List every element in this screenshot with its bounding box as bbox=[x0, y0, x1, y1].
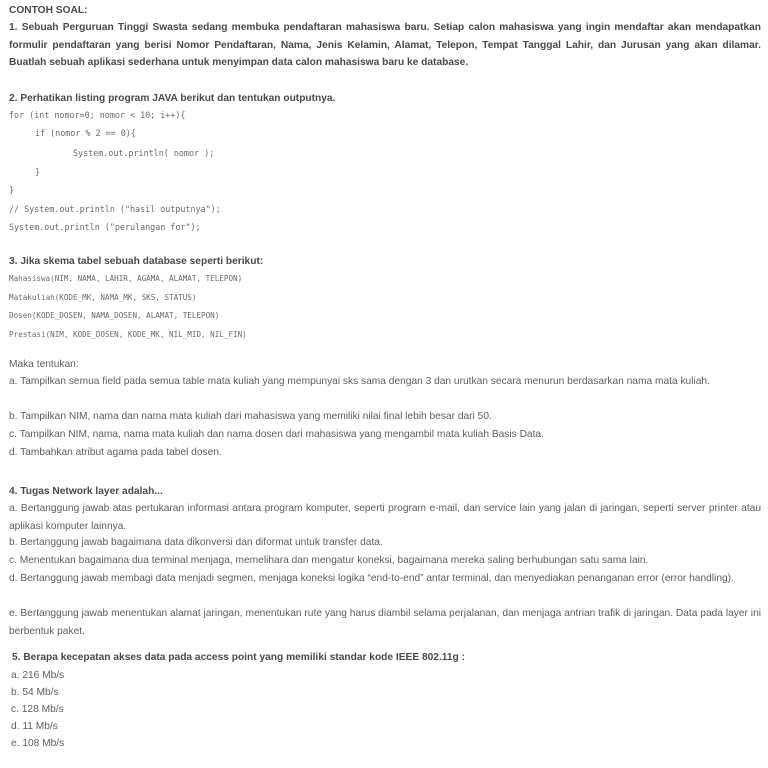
question-4-item-d: d. Bertanggung jawab membagi data menjadi segmen, menjaga koneksi logika “end-to-end” antar terminal, dan menyediakan penanganan error (error handling). bbox=[9, 573, 734, 584]
question-3-item-a: a. Tampilkan semua field pada semua table mata kuliah yang mempunyai sks sama dengan 3 dan urutkan secara menurun berdasarkan nama mata kuliah. bbox=[9, 376, 710, 387]
question-4-item-c: c. Menentukan bagaimana dua terminal menjaga, memelihara dan mengatur koneksi, bagaimana mereka saling berhubungan satu sama lain. bbox=[9, 555, 649, 566]
code-line-2: if (nomor % 2 == 0){ bbox=[35, 128, 136, 138]
code-line-4: } bbox=[35, 167, 41, 177]
code-line-1: for (int nomor=0; nomor < 10; i++){ bbox=[9, 110, 186, 120]
question-3-item-d: d. Tambahkan atribut agama pada tabel dosen. bbox=[9, 447, 222, 458]
question-5-title: 5. Berapa kecepatan akses data pada access point yang memiliki standar kode IEEE 802.11g : bbox=[12, 652, 465, 663]
page-heading: CONTOH SOAL: bbox=[9, 5, 88, 16]
schema-line-4: Prestasi(NIM, KODE_DOSEN, KODE_MK, NIL_MID, NIL_FIN) bbox=[9, 330, 247, 339]
question-5-option-e: e. 108 Mb/s bbox=[11, 738, 65, 749]
question-5-option-c: c. 128 Mb/s bbox=[11, 704, 64, 715]
question-3-intro: Maka tentukan: bbox=[9, 359, 79, 370]
question-5-option-a: a. 216 Mb/s bbox=[11, 670, 65, 681]
question-4-item-a: a. Bertanggung jawab atas pertukaran informasi antara program komputer, seperti program e-mail, dan service lain yang jalan di jaringan, seperti server printer atau aplikasi komputer lainnya. bbox=[9, 503, 761, 532]
code-line-6: // System.out.println ("hasil outputnya"); bbox=[9, 204, 221, 214]
schema-line-2: Matakuliah(KODE_MK, NAMA_MK, SKS, STATUS) bbox=[9, 293, 197, 302]
code-line-3: System.out.println( nomor ); bbox=[73, 148, 215, 158]
question-1: 1. Sebuah Perguruan Tinggi Swasta sedang membuka pendaftaran mahasiswa baru. Setiap calon mahasiswa yang ingin mendaftar akan mendapatkan formulir pendaftaran yang berisi Nomor Pendaftaran, Nama, Jenis Kelamin, Alamat, Telepon, Tempat Tanggal Lahir, dan Jurusan yang akan dilamar. Buatlah sebuah aplikasi sederhana untuk menyimpan data calon mahasiswa baru ke database. bbox=[9, 22, 761, 68]
question-3-title: 3. Jika skema tabel sebuah database seperti berikut: bbox=[9, 256, 264, 267]
question-2-title: 2. Perhatikan listing program JAVA berikut dan tentukan outputnya. bbox=[9, 93, 336, 104]
schema-line-1: Mahasiswa(NIM, NAMA, LAHIR, AGAMA, ALAMAT, TELEPON) bbox=[9, 274, 243, 283]
question-4-title: 4. Tugas Network layer adalah... bbox=[9, 486, 163, 497]
question-3-item-b: b. Tampilkan NIM, nama dan nama mata kuliah dari mahasiswa yang memiliki nilai final lebih besar dari 50. bbox=[9, 411, 492, 422]
question-4-item-b: b. Bertanggung jawab bagaimana data dikonversi dan diformat untuk transfer data. bbox=[9, 537, 383, 548]
question-3-item-c: c. Tampilkan NIM, nama, nama mata kuliah dan nama dosen dari mahasiswa yang mengambil mata kuliah Basis Data. bbox=[9, 429, 544, 440]
question-5-option-b: b. 54 Mb/s bbox=[11, 687, 59, 698]
code-line-5: } bbox=[9, 185, 15, 195]
question-5-option-d: d. 11 Mb/s bbox=[11, 721, 58, 732]
schema-line-3: Dosen(KODE_DOSEN, NAMA_DOSEN, ALAMAT, TELEPON) bbox=[9, 311, 220, 320]
question-4-item-e: e. Bertanggung jawab menentukan alamat jaringan, menentukan rute yang harus diambil selama perjalanan, dan menjaga antrian trafik di jaringan. Data pada layer ini berbentuk paket. bbox=[9, 608, 761, 637]
code-line-7: System.out.println ("perulangan for"); bbox=[9, 222, 201, 232]
